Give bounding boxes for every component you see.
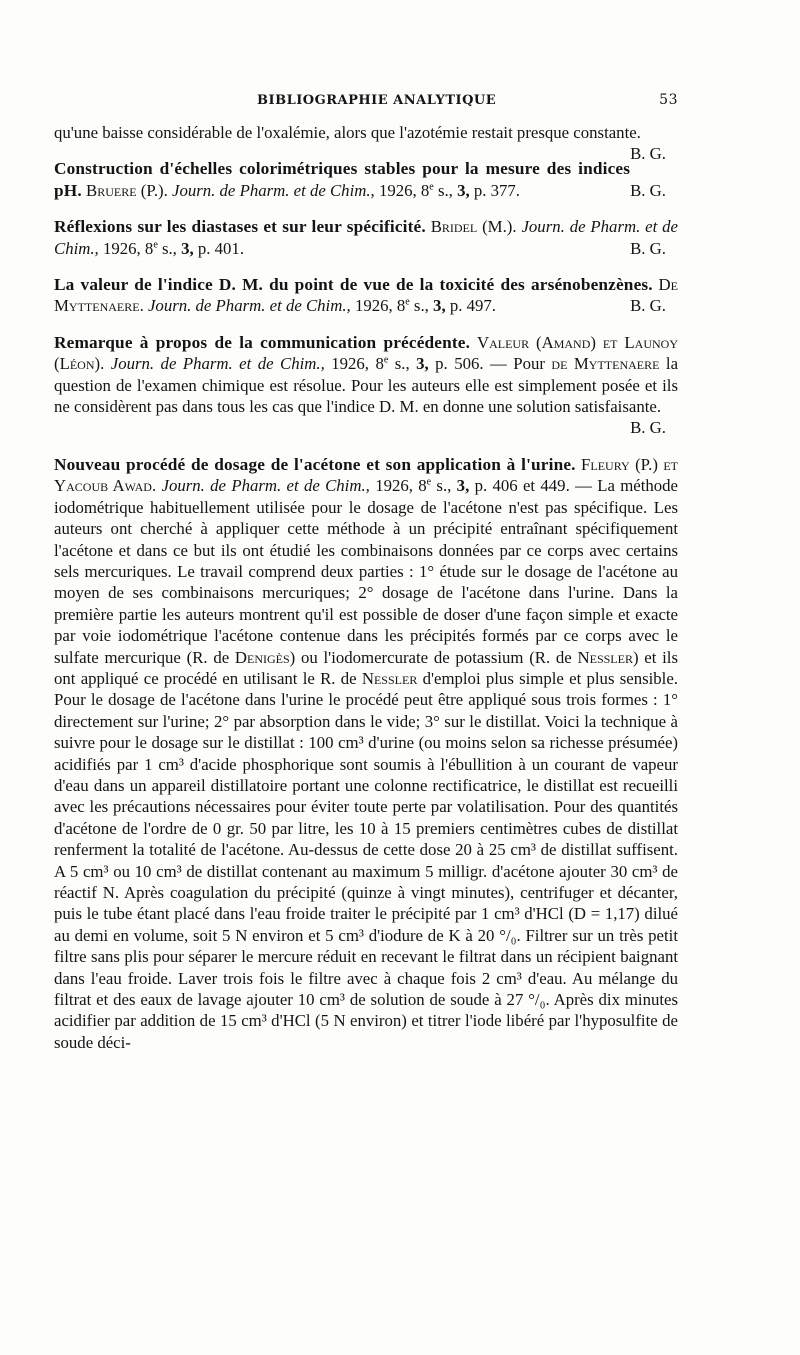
abstract-text: ) et ils ont appliqué ce procédé en utilisant le R. de (54, 647, 678, 688)
article-title: Remarque à propos de la communication précédente. (54, 332, 471, 352)
signature: B. G. (630, 180, 666, 200)
volume: 3, (457, 180, 470, 200)
article-title: La valeur de l'indice D. M. du point de vue de la toxicité des arsénobenzènes. (54, 275, 653, 295)
article-title: Nouveau procédé de dosage de l'acétone et son application à l'urine. (54, 454, 576, 474)
bibliography-entry (54, 332, 678, 439)
series-sup: e (383, 354, 389, 366)
journal: Journ. de Pharm. et de Chim., (147, 296, 351, 316)
journal: Journ. de Pharm. et de Chim., (172, 180, 375, 200)
series-label: s., (409, 296, 434, 316)
pages: p. 401. (193, 238, 245, 258)
signature: B. G. (630, 144, 666, 164)
page (54, 92, 678, 1053)
year-series: 1926, 8 (378, 180, 430, 200)
author: De Myttenaere. (54, 275, 678, 316)
author: Bridel (M.). (430, 217, 517, 237)
pages: p. 497. (445, 296, 496, 316)
year-series: 1926, 8 (331, 354, 384, 374)
cited-author: Denigès (234, 647, 290, 667)
series-label: s., (157, 238, 182, 258)
series-sup: e (153, 239, 158, 251)
year-series: 1926, 8 (354, 296, 406, 316)
signature: B. G. (630, 238, 666, 258)
series-sup: e (429, 181, 434, 193)
year-series: 1926, 8 (375, 476, 427, 496)
abstract-text: ) ou l'iodomercurate de potassium (R. de (289, 647, 578, 667)
bibliography-entry (54, 158, 678, 201)
article-title: Construction d'échelles colorimétriques stables pour la mesure des indices pH. (54, 159, 631, 200)
volume: 3, (433, 296, 446, 316)
abstract-text: d'emploi plus simple et plus sensible. Pour le dosage de l'acétone dans l'urine le procédé peut être appliqué sous trois formes : 1° directement sur l'urine; 2° par absorption dans le vide; 3° sur le distillat. Voici la technique à suivre pour le dosage sur le distillat : 100 cm³ d'urine (ou moins selon sa richesse présumée) acidifiés par 1 cm³ d'acide phosphorique sont soumis à l'ébullition à un courant de vapeur d'eau dans un appareil distillatoire portant une colonne rectificatrice, le distillat est recueilli avec les précautions nécessaires pour éviter toute perte par volatilisation. Pour des quantités d'acétone de l'ordre de 0 gr. 50 par litre, les 10 à 15 premiers centimètres cubes de distillat renferment la totalité de l'acétone. Au-dessus de cette dose 20 à 25 cm³ de distillat suffisent. A 5 cm³ ou 10 cm³ de distillat contenant au maximum 5 milligr. d'acétone ajouter 30 cm³ de réactif N. Après coagulation du précipité (quinze à vingt minutes), centrifuger et décanter, puis le tube étant placé dans l'eau froide traiter le précipité par 1 cm³ d'HCl (D = 1,17) dilué au demi en volume, soit 5 N environ et 5 cm³ d'iodure de K à 20 °/₀. Filtrer sur un très petit filtre sans plis pour séparer le mercure réduit en recevant le filtrat dans un récipient baignant dans l'eau froide. Laver trois fois le filtre avec à chaque fois 2 cm³ d'eau. Au mélange du filtrat et des eaux de lavage ajouter 10 cm³ de solution de soude à 27 °/₀. Après dix minutes acidifier par addition de 15 cm³ d'HCl (5 N environ) et titrer l'iode libéré par l'hyposulfite de soude déci- (54, 668, 678, 1052)
author: Valeur (Amand) et Launoy (Léon). (54, 332, 678, 374)
journal: Journ. de Pharm. et de Chim., (110, 354, 325, 374)
author: Bruere (P.). (86, 180, 168, 200)
volume: 3, (416, 354, 429, 374)
pages: p. 506. (428, 354, 484, 374)
bibliography-entry (54, 216, 678, 259)
volume: 3, (181, 238, 194, 258)
running-head (54, 92, 678, 108)
cited-author: Nessler (361, 668, 418, 688)
cited-author: de Myttenaere (551, 354, 660, 374)
series-label: s., (431, 476, 457, 496)
volume: 3, (456, 476, 470, 496)
page-number: 53 (659, 92, 678, 108)
journal: Journ. de Pharm. et de Chim., (161, 476, 370, 496)
abstract-text: — La méthode iodométrique habituellement utilisée pour le dosage de l'acétone n'est pas spécifique. Les auteurs ont cherché à appliquer cette méthode à un précipité entraînant spécifiquement l'acétone et dans ce but ils ont étudié les combinaisons données par ce corps avec certains sels mercuriques. Le travail comprend deux parties : 1° étude sur le dosage de l'acétone au moyen de ses combinaisons mercuriques; 2° dosage de l'acétone dans l'urine. Dans la première partie les auteurs montrent qu'il est possible de doser d'une façon simple et exacte par voie iodométrique l'acétone contenue dans les précipités formés par ce corps avec le sulfate mercurique (R. de (54, 476, 678, 667)
year-series: 1926, 8 (102, 238, 154, 258)
journal: Journ. de Pharm. et de Chim., (54, 217, 679, 258)
series-sup: e (426, 476, 432, 488)
pages: p. 377. (469, 180, 520, 200)
running-title: BIBLIOGRAPHIE ANALYTIQUE (257, 93, 497, 108)
cited-author: Nessler (577, 647, 633, 667)
article-title: Réflexions sur les diastases et sur leur spécificité. (54, 217, 426, 237)
pages: p. 406 et 449. (469, 476, 570, 496)
series-sup: e (405, 296, 410, 308)
bibliography-entry (54, 454, 678, 1053)
signature: B. G. (630, 296, 666, 316)
bibliography-entry (54, 274, 678, 317)
abstract-text: — Pour (483, 354, 552, 374)
article-body: qu'une baisse considérable de l'oxalémie, alors que l'azotémie restait presque constante. (54, 123, 641, 142)
signature: B. G. (630, 418, 666, 438)
series-label: s., (388, 354, 417, 374)
series-label: s., (433, 180, 458, 200)
article-continuation (54, 122, 678, 164)
author: Fleury (P.) et Yacoub Awad. (54, 454, 678, 496)
abstract-text: la question de l'examen chimique est résolue. Pour les auteurs elle est simplement posée et ils ne considèrent pas dans tous les cas que l'indice D. M. en donne une solution satisfaisante. (54, 354, 679, 417)
